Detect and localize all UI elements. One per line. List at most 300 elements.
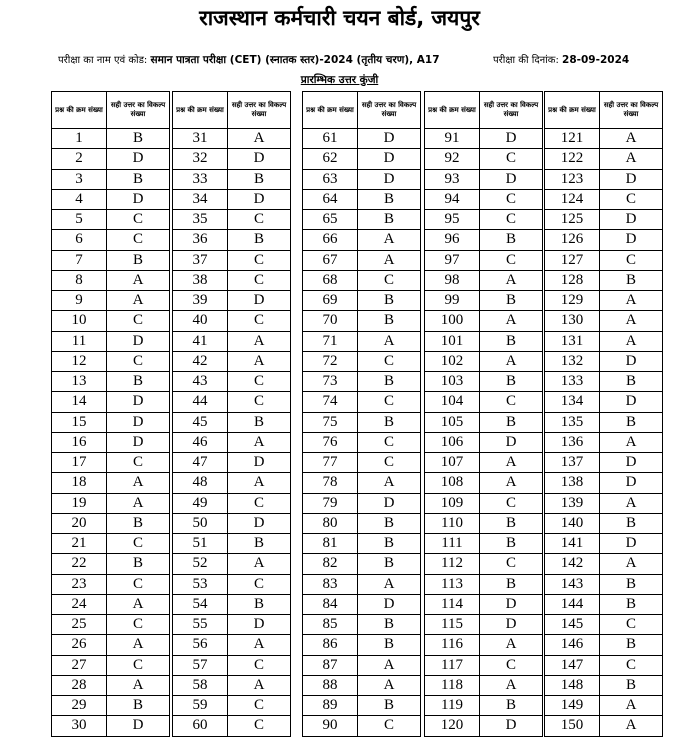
- question-number: 33: [173, 169, 228, 189]
- table-row: [425, 655, 543, 675]
- question-number: 79: [303, 493, 358, 513]
- question-number: 29: [52, 696, 107, 716]
- table-row: [425, 534, 543, 554]
- answer-option: A: [228, 635, 291, 655]
- answer-option: C: [107, 574, 170, 594]
- question-number: 81: [303, 534, 358, 554]
- answer-table-2: [172, 91, 291, 737]
- table-row: [545, 210, 663, 230]
- table-row: [545, 594, 663, 614]
- answer-option: D: [480, 432, 543, 452]
- table-row: [173, 230, 291, 250]
- answer-option: A: [600, 291, 663, 311]
- question-number: 11: [52, 331, 107, 351]
- table-row: [52, 716, 170, 736]
- table-row: [303, 655, 421, 675]
- answer-option: D: [480, 594, 543, 614]
- answer-option: A: [480, 473, 543, 493]
- exam-label: परीक्षा का नाम एवं कोड:: [58, 55, 148, 66]
- table-row: [303, 372, 421, 392]
- table-row: [425, 513, 543, 533]
- question-number: 122: [545, 149, 600, 169]
- table-row: [173, 696, 291, 716]
- table-row: [173, 615, 291, 635]
- correct-answer-header: सही उत्तर का विकल्प संख्या: [480, 92, 543, 129]
- answer-option: C: [228, 372, 291, 392]
- date-value: 28-09-2024: [562, 54, 630, 66]
- question-number: 90: [303, 716, 358, 736]
- question-number: 64: [303, 189, 358, 209]
- table-row: [545, 453, 663, 473]
- table-row: [545, 473, 663, 493]
- table-row: [52, 574, 170, 594]
- answer-option: B: [480, 696, 543, 716]
- table-row: [425, 594, 543, 614]
- answer-option: C: [480, 493, 543, 513]
- answer-option: B: [107, 250, 170, 270]
- table-row: [425, 635, 543, 655]
- question-number: 126: [545, 230, 600, 250]
- answer-option: D: [107, 189, 170, 209]
- question-number: 19: [52, 493, 107, 513]
- question-number: 37: [173, 250, 228, 270]
- question-number: 98: [425, 270, 480, 290]
- question-number: 95: [425, 210, 480, 230]
- table-row: [425, 493, 543, 513]
- table-row: [545, 129, 663, 149]
- answer-option: A: [358, 473, 421, 493]
- answer-option: A: [358, 250, 421, 270]
- question-number: 118: [425, 675, 480, 695]
- table-row: [425, 210, 543, 230]
- table-row: [52, 210, 170, 230]
- table-row: [545, 372, 663, 392]
- answer-option: C: [228, 311, 291, 331]
- correct-answer-header: सही उत्तर का विकल्प संख्या: [107, 92, 170, 129]
- table-row: [425, 311, 543, 331]
- question-number: 25: [52, 615, 107, 635]
- table-row: [173, 291, 291, 311]
- answer-option: D: [107, 392, 170, 412]
- table-row: [303, 250, 421, 270]
- question-number: 26: [52, 635, 107, 655]
- question-number: 54: [173, 594, 228, 614]
- table-row: [303, 189, 421, 209]
- table-row: [425, 696, 543, 716]
- answer-option: C: [480, 655, 543, 675]
- table-row: [173, 554, 291, 574]
- table-row: [545, 149, 663, 169]
- question-number: 5: [52, 210, 107, 230]
- answer-option: D: [600, 473, 663, 493]
- question-number: 20: [52, 513, 107, 533]
- answer-option: C: [107, 230, 170, 250]
- question-number: 53: [173, 574, 228, 594]
- table-row: [52, 432, 170, 452]
- table-row: [425, 270, 543, 290]
- answer-option: D: [600, 210, 663, 230]
- answer-option: C: [228, 493, 291, 513]
- question-number: 60: [173, 716, 228, 736]
- answer-option: C: [107, 615, 170, 635]
- question-number: 147: [545, 655, 600, 675]
- answer-option: D: [600, 534, 663, 554]
- answer-option: A: [480, 351, 543, 371]
- table-row: [303, 230, 421, 250]
- answer-option: B: [600, 270, 663, 290]
- table-row: [52, 453, 170, 473]
- question-number: 9: [52, 291, 107, 311]
- table-row: [52, 493, 170, 513]
- answer-option: D: [600, 230, 663, 250]
- table-row: [52, 351, 170, 371]
- answer-option: D: [107, 432, 170, 452]
- answer-option: A: [228, 675, 291, 695]
- question-number: 34: [173, 189, 228, 209]
- table-row: [545, 534, 663, 554]
- table-row: [425, 432, 543, 452]
- question-number: 21: [52, 534, 107, 554]
- answer-option: A: [358, 675, 421, 695]
- answer-option: D: [358, 493, 421, 513]
- answer-option: C: [228, 392, 291, 412]
- question-number: 24: [52, 594, 107, 614]
- answer-option: A: [600, 331, 663, 351]
- answer-table-3: [302, 91, 421, 737]
- correct-answer-header: सही उत्तर का विकल्प संख्या: [600, 92, 663, 129]
- table-row: [52, 412, 170, 432]
- answer-option: C: [228, 270, 291, 290]
- table-row: [545, 635, 663, 655]
- question-number: 55: [173, 615, 228, 635]
- answer-option: B: [107, 129, 170, 149]
- question-number: 46: [173, 432, 228, 452]
- table-row: [545, 675, 663, 695]
- answer-option: B: [107, 696, 170, 716]
- answer-option: D: [228, 615, 291, 635]
- table-row: [52, 675, 170, 695]
- table-row: [52, 615, 170, 635]
- question-number: 70: [303, 311, 358, 331]
- answer-option: C: [358, 432, 421, 452]
- answer-option: A: [480, 675, 543, 695]
- table-row: [303, 210, 421, 230]
- question-number: 121: [545, 129, 600, 149]
- table-row: [52, 392, 170, 412]
- answer-option: B: [480, 412, 543, 432]
- table-row: [425, 453, 543, 473]
- table-row: [303, 473, 421, 493]
- question-number: 85: [303, 615, 358, 635]
- table-row: [303, 534, 421, 554]
- answer-option: A: [480, 453, 543, 473]
- question-number: 47: [173, 453, 228, 473]
- table-row: [52, 372, 170, 392]
- question-number-header: प्रश्न की क्रम संख्या: [545, 92, 600, 129]
- question-number: 56: [173, 635, 228, 655]
- answer-option: C: [600, 615, 663, 635]
- table-row: [303, 331, 421, 351]
- table-row: [545, 493, 663, 513]
- answer-option: B: [600, 635, 663, 655]
- answer-option: C: [107, 210, 170, 230]
- answer-option: B: [600, 372, 663, 392]
- question-number: 91: [425, 129, 480, 149]
- table-row: [545, 412, 663, 432]
- table-row: [173, 250, 291, 270]
- question-number: 82: [303, 554, 358, 574]
- answer-option: A: [600, 554, 663, 574]
- question-number: 10: [52, 311, 107, 331]
- table-row: [173, 372, 291, 392]
- question-number-header: प्रश्न की क्रम संख्या: [303, 92, 358, 129]
- answer-option: A: [600, 311, 663, 331]
- question-number: 138: [545, 473, 600, 493]
- table-row: [173, 493, 291, 513]
- answer-option: B: [228, 534, 291, 554]
- question-number: 57: [173, 655, 228, 675]
- answer-option: A: [358, 230, 421, 250]
- question-number: 73: [303, 372, 358, 392]
- answer-option: D: [600, 392, 663, 412]
- question-number: 137: [545, 453, 600, 473]
- question-number: 103: [425, 372, 480, 392]
- table-row: [52, 331, 170, 351]
- exam-name: समान पात्रता परीक्षा (CET) (स्नातक स्तर)-2024 (तृतीय चरण), A17: [150, 54, 440, 66]
- table-row: [173, 635, 291, 655]
- question-number: 123: [545, 169, 600, 189]
- question-number: 83: [303, 574, 358, 594]
- question-number: 120: [425, 716, 480, 736]
- table-row: [425, 675, 543, 695]
- answer-option: B: [358, 291, 421, 311]
- question-number: 50: [173, 513, 228, 533]
- table-row: [425, 351, 543, 371]
- question-number: 62: [303, 149, 358, 169]
- table-row: [425, 473, 543, 493]
- table-row: [545, 270, 663, 290]
- table-row: [425, 149, 543, 169]
- answer-option: D: [358, 594, 421, 614]
- question-number: 36: [173, 230, 228, 250]
- table-row: [303, 291, 421, 311]
- table-row: [52, 311, 170, 331]
- table-row: [545, 716, 663, 736]
- answer-option: C: [358, 270, 421, 290]
- table-row: [52, 473, 170, 493]
- question-number: 100: [425, 311, 480, 331]
- table-row: [173, 716, 291, 736]
- question-number: 127: [545, 250, 600, 270]
- table-row: [52, 594, 170, 614]
- answer-option: A: [228, 129, 291, 149]
- question-number: 44: [173, 392, 228, 412]
- table-row: [173, 675, 291, 695]
- answer-option: C: [107, 351, 170, 371]
- question-number: 142: [545, 554, 600, 574]
- question-number: 97: [425, 250, 480, 270]
- question-number: 87: [303, 655, 358, 675]
- table-row: [303, 149, 421, 169]
- question-number: 94: [425, 189, 480, 209]
- question-number: 72: [303, 351, 358, 371]
- question-number: 16: [52, 432, 107, 452]
- table-row: [303, 311, 421, 331]
- question-number: 141: [545, 534, 600, 554]
- table-row: [545, 189, 663, 209]
- answer-option: D: [480, 615, 543, 635]
- table-row: [425, 372, 543, 392]
- table-row: [303, 594, 421, 614]
- table-row: [425, 189, 543, 209]
- question-number: 3: [52, 169, 107, 189]
- table-row: [303, 635, 421, 655]
- question-number: 117: [425, 655, 480, 675]
- question-number: 32: [173, 149, 228, 169]
- question-number: 30: [52, 716, 107, 736]
- question-number: 107: [425, 453, 480, 473]
- answer-option: B: [358, 210, 421, 230]
- question-number: 76: [303, 432, 358, 452]
- question-number: 52: [173, 554, 228, 574]
- answer-option: C: [480, 392, 543, 412]
- question-number: 99: [425, 291, 480, 311]
- question-number: 35: [173, 210, 228, 230]
- question-number: 63: [303, 169, 358, 189]
- answer-option: B: [480, 291, 543, 311]
- table-row: [303, 696, 421, 716]
- answer-option: C: [358, 453, 421, 473]
- answer-option: B: [600, 594, 663, 614]
- question-number: 22: [52, 554, 107, 574]
- question-number: 132: [545, 351, 600, 371]
- question-number: 7: [52, 250, 107, 270]
- answer-table-4: [424, 91, 543, 737]
- answer-option: A: [600, 432, 663, 452]
- answer-option: A: [480, 311, 543, 331]
- question-number-header: प्रश्न की क्रम संख्या: [425, 92, 480, 129]
- question-number: 40: [173, 311, 228, 331]
- question-number: 144: [545, 594, 600, 614]
- table-row: [545, 230, 663, 250]
- answer-option: A: [480, 270, 543, 290]
- table-row: [303, 129, 421, 149]
- table-row: [52, 250, 170, 270]
- answer-option: B: [228, 594, 291, 614]
- table-row: [425, 574, 543, 594]
- table-row: [425, 412, 543, 432]
- question-number: 140: [545, 513, 600, 533]
- table-row: [303, 493, 421, 513]
- table-row: [545, 554, 663, 574]
- answer-table-1: [51, 91, 170, 737]
- question-number: 128: [545, 270, 600, 290]
- answer-option: D: [228, 189, 291, 209]
- table-row: [173, 513, 291, 533]
- answer-option: A: [107, 291, 170, 311]
- answer-option: C: [600, 250, 663, 270]
- answer-option: C: [228, 655, 291, 675]
- question-number: 14: [52, 392, 107, 412]
- question-number: 51: [173, 534, 228, 554]
- answer-option: B: [480, 230, 543, 250]
- answer-option: C: [228, 716, 291, 736]
- table-row: [52, 554, 170, 574]
- answer-option: A: [107, 675, 170, 695]
- question-number: 139: [545, 493, 600, 513]
- question-number: 42: [173, 351, 228, 371]
- table-row: [173, 453, 291, 473]
- question-number: 45: [173, 412, 228, 432]
- question-number: 145: [545, 615, 600, 635]
- table-row: [545, 351, 663, 371]
- table-row: [303, 412, 421, 432]
- answer-option: B: [358, 513, 421, 533]
- answer-option: A: [600, 129, 663, 149]
- table-row: [545, 169, 663, 189]
- answer-option: B: [480, 372, 543, 392]
- answer-option: C: [107, 453, 170, 473]
- answer-option: D: [480, 169, 543, 189]
- question-number: 38: [173, 270, 228, 290]
- table-row: [303, 716, 421, 736]
- question-number: 92: [425, 149, 480, 169]
- table-row: [52, 291, 170, 311]
- answer-option: B: [480, 513, 543, 533]
- answer-option: D: [358, 129, 421, 149]
- question-number: 58: [173, 675, 228, 695]
- answer-option: C: [480, 189, 543, 209]
- question-number: 66: [303, 230, 358, 250]
- question-number: 133: [545, 372, 600, 392]
- answer-option: C: [480, 554, 543, 574]
- table-row: [303, 392, 421, 412]
- table-row: [303, 554, 421, 574]
- table-row: [303, 615, 421, 635]
- question-number: 15: [52, 412, 107, 432]
- answer-option: D: [228, 453, 291, 473]
- question-number: 12: [52, 351, 107, 371]
- question-number: 13: [52, 372, 107, 392]
- question-number: 41: [173, 331, 228, 351]
- table-row: [545, 432, 663, 452]
- answer-option: A: [107, 594, 170, 614]
- question-number: 135: [545, 412, 600, 432]
- table-row: [545, 331, 663, 351]
- question-number: 111: [425, 534, 480, 554]
- answer-option: C: [600, 655, 663, 675]
- question-number: 18: [52, 473, 107, 493]
- table-row: [545, 513, 663, 533]
- exam-info: [58, 52, 440, 67]
- question-number: 104: [425, 392, 480, 412]
- answer-option: B: [600, 513, 663, 533]
- answer-option: C: [480, 250, 543, 270]
- table-row: [173, 149, 291, 169]
- answer-option: D: [480, 129, 543, 149]
- answer-option: D: [228, 149, 291, 169]
- answer-option: B: [228, 412, 291, 432]
- question-number: 129: [545, 291, 600, 311]
- question-number: 110: [425, 513, 480, 533]
- answer-option: A: [228, 432, 291, 452]
- answer-option: A: [107, 270, 170, 290]
- answer-option: D: [600, 169, 663, 189]
- question-number: 28: [52, 675, 107, 695]
- question-number: 115: [425, 615, 480, 635]
- answer-option: C: [600, 189, 663, 209]
- table-row: [173, 594, 291, 614]
